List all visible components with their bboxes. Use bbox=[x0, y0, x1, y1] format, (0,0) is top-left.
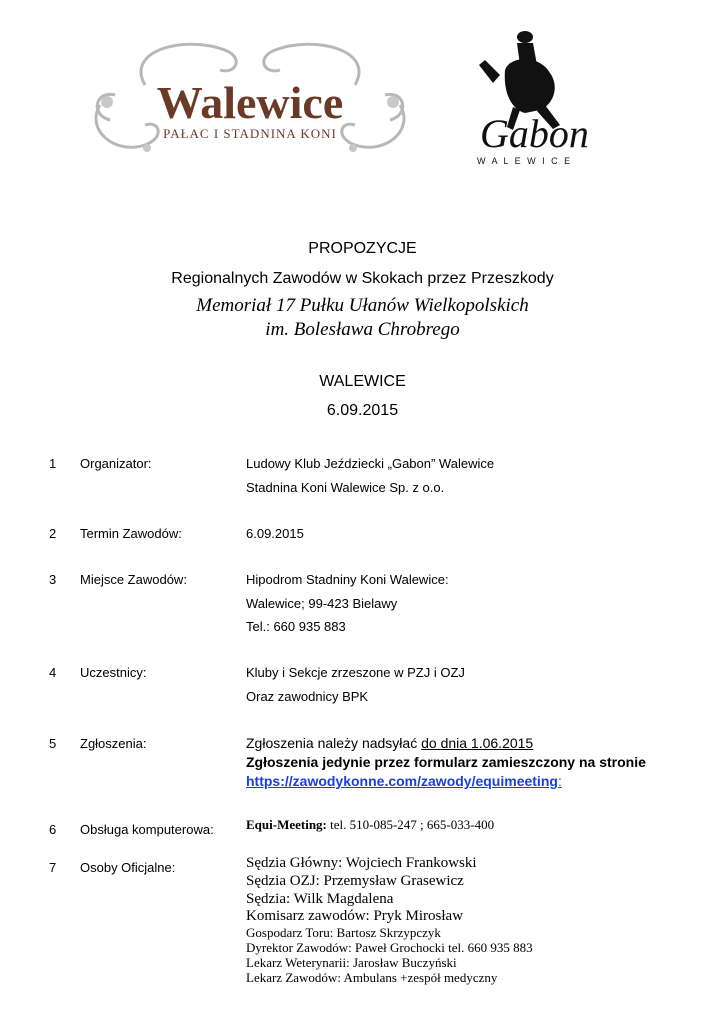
entries-deadline bbox=[246, 735, 533, 751]
official-line-7: Lekarz Weterynarii: Jarosław Buczyński bbox=[246, 955, 457, 970]
entries-link[interactable]: https://zawodykonne.com/zawody/equimeeting bbox=[246, 773, 558, 789]
venue-line-2: Walewice; 99-423 Bielawy bbox=[246, 596, 398, 611]
computer-service-company: Equi-Meeting: bbox=[246, 817, 327, 832]
section-7-label: Osoby Oficjalne: bbox=[80, 860, 176, 875]
section-5-label: Zgłoszenia: bbox=[80, 736, 147, 751]
document-subtitle: Regionalnych Zawodów w Skokach przez Przeszkody bbox=[171, 270, 554, 287]
event-date: 6.09.2015 bbox=[326, 402, 399, 419]
entries-link-suffix: : bbox=[557, 773, 562, 789]
official-line-2: Sędzia OZJ: Przemysław Grasewicz bbox=[246, 873, 464, 889]
official-line-4: Komisarz zawodów: Pryk Mirosław bbox=[246, 908, 464, 924]
organizer-line-2: Stadnina Koni Walewice Sp. z o.o. bbox=[246, 480, 445, 495]
entries-form-note: Zgłoszenia jedynie przez formularz zamieszczony na stronie bbox=[246, 754, 646, 770]
entries-deadline-prefix: Zgłoszenia należy nadsyłać bbox=[246, 735, 422, 751]
memorial-line-2: im. Bolesława Chrobrego bbox=[265, 319, 460, 340]
gabon-logo bbox=[465, 25, 625, 170]
entries-link-line bbox=[246, 773, 562, 789]
official-line-5: Gospodarz Toru: Bartosz Skrzypczyk bbox=[246, 925, 441, 940]
participants-line-1: Kluby i Sekcje zrzeszone w PZJ i OZJ bbox=[246, 665, 465, 680]
official-line-1: Sędzia Główny: Wojciech Frankowski bbox=[246, 855, 477, 871]
organizer-line-1: Ludowy Klub Jeździecki „Gabon” Walewice bbox=[246, 456, 495, 471]
official-line-6: Dyrektor Zawodów: Paweł Grochocki tel. 660 935 883 bbox=[246, 940, 533, 955]
section-2-label: Termin Zawodów: bbox=[80, 526, 182, 541]
venue-line-1: Hipodrom Stadniny Koni Walewice: bbox=[246, 572, 449, 587]
section-1-number: 1 bbox=[49, 456, 57, 471]
walewice-logo bbox=[85, 30, 415, 170]
entries-deadline-date: do dnia 1.06.2015 bbox=[421, 735, 534, 751]
section-1-label: Organizator: bbox=[80, 456, 152, 471]
section-3-number: 3 bbox=[49, 572, 57, 587]
official-line-3: Sędzia: Wilk Magdalena bbox=[246, 891, 394, 907]
document-title: PROPOZYCJE bbox=[308, 240, 417, 257]
memorial-line-1: Memoriał 17 Pułku Ułanów Wielkopolskich bbox=[196, 295, 529, 316]
competition-date: 6.09.2015 bbox=[246, 526, 304, 541]
section-4-label: Uczestnicy: bbox=[80, 665, 147, 680]
gabon-logo-name: Gabon bbox=[480, 111, 589, 156]
participants-line-2: Oraz zawodnicy BPK bbox=[246, 689, 369, 704]
section-6-number: 6 bbox=[49, 822, 57, 837]
computer-service bbox=[246, 817, 494, 833]
section-2-number: 2 bbox=[49, 526, 57, 541]
section-3-label: Miejsce Zawodów: bbox=[80, 572, 187, 587]
official-line-8: Lekarz Zawodów: Ambulans +zespół medyczny bbox=[246, 970, 498, 985]
section-4-number: 4 bbox=[49, 665, 57, 680]
gabon-logo-subtitle: W A L E W I C E bbox=[477, 156, 573, 166]
walewice-logo-subtitle: PAŁAC I STADNINA KONI bbox=[163, 126, 337, 141]
section-6-label: Obsługa komputerowa: bbox=[80, 822, 214, 837]
walewice-logo-name: Walewice bbox=[156, 77, 344, 128]
section-5-number: 5 bbox=[49, 736, 57, 751]
computer-service-phone: tel. 510-085-247 ; 665-033-400 bbox=[326, 817, 495, 832]
event-place: WALEWICE bbox=[319, 373, 406, 390]
venue-phone: Tel.: 660 935 883 bbox=[246, 619, 346, 634]
section-7-number: 7 bbox=[49, 860, 57, 875]
